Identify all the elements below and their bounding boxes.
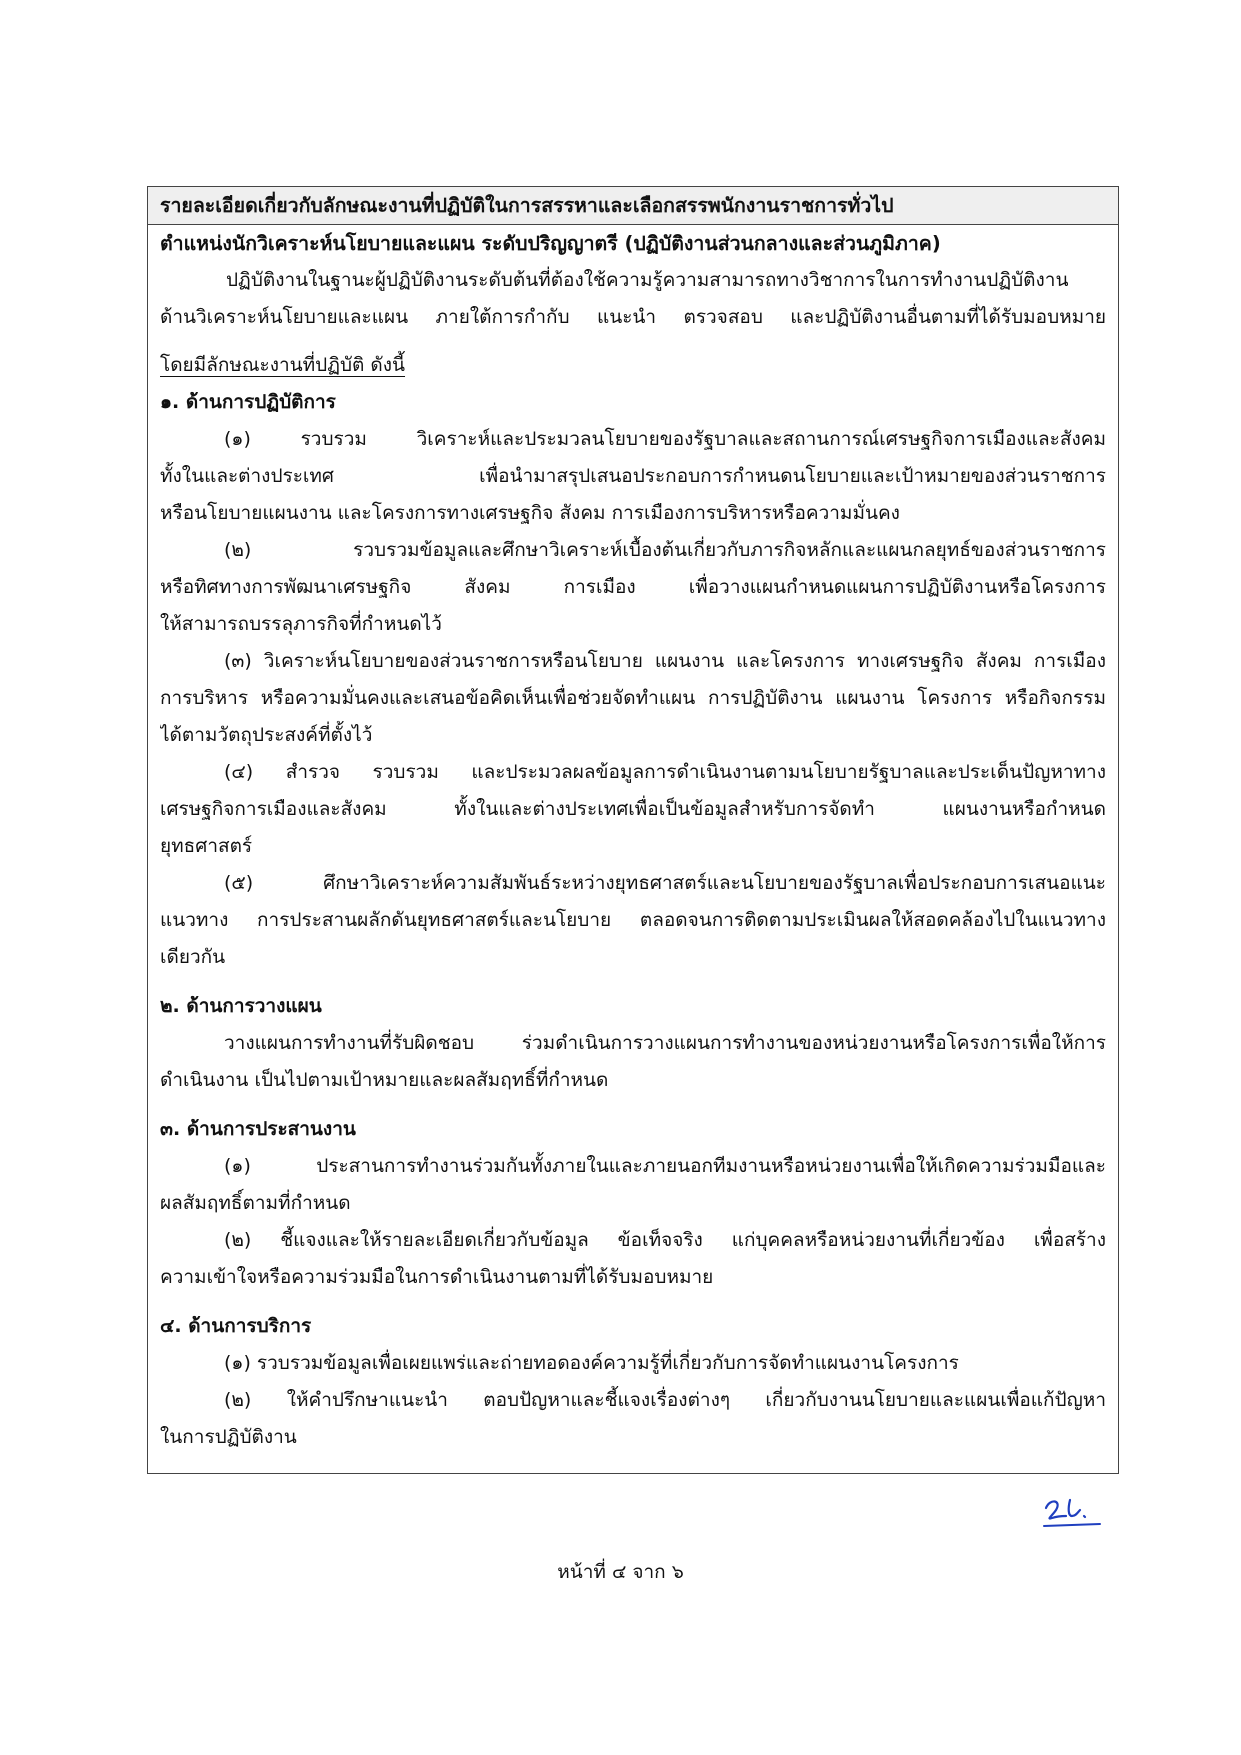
list-item-line: ดำเนินงาน เป็นไปตามเป้าหมายและผลสัมฤทธิ์ที่กำหนด — [160, 1069, 609, 1091]
list-item-line: (๑) รวบรวมข้อมูลเพื่อเผยแพร่และถ่ายทอดองค์ความรู้ที่เกี่ยวกับการจัดทำแผนงานโครงการ — [224, 1352, 959, 1374]
list-item-line: ผลสัมฤทธิ์ตามที่กำหนด — [160, 1192, 351, 1214]
table-header — [148, 187, 1118, 225]
section-heading: ๒. ด้านการวางแผน — [160, 995, 322, 1017]
list-item-line: ให้สามารถบรรลุภารกิจที่กำหนดไว้ — [160, 613, 442, 635]
section-heading: ๑. ด้านการปฏิบัติการ — [160, 391, 336, 413]
list-item-line: (๔) สำรวจ รวบรวม และประมวลผลข้อมูลการดำเนินงานตามนโยบายรัฐบาลและประเด็นปัญหาทาง — [224, 761, 1106, 783]
signature-mark — [1038, 1494, 1108, 1534]
list-item-line: แนวทาง การประสานผลักดันยุทธศาสตร์และนโยบาย ตลอดจนการติดตามประเมินผลให้สอดคล้องไปในแนวทาง — [160, 909, 1106, 931]
list-item-line: (๑) ประสานการทำงานร่วมกันทั้งภายในและภายนอกทีมงานหรือหน่วยงานเพื่อให้เกิดความร่วมมือและ — [224, 1155, 1106, 1177]
list-item-line: (๒) ชี้แจงและให้รายละเอียดเกี่ยวกับข้อมูล ข้อเท็จจริง แก่บุคคลหรือหน่วยงานที่เกี่ยวข้อง เพื่อสร้าง — [224, 1229, 1106, 1251]
duties-heading — [160, 347, 1106, 384]
list-item-line: ในการปฏิบัติงาน — [160, 1426, 297, 1448]
list-item-line: (๒) รวบรวมข้อมูลและศึกษาวิเคราะห์เบื้องต้นเกี่ยวกับภารกิจหลักและแผนกลยุทธ์ของส่วนราชการ — [224, 539, 1106, 561]
list-item-line: หรือทิศทางการพัฒนาเศรษฐกิจ สังคม การเมือง เพื่อวางแผนกำหนดแผนการปฏิบัติงานหรือโครงการ — [160, 576, 1106, 598]
list-item-line: ได้ตามวัตถุประสงค์ที่ตั้งไว้ — [160, 724, 373, 746]
page-number: หน้าที่ ๔ จาก ๖ — [557, 1561, 684, 1583]
list-item-line: ทั้งในและต่างประเทศ เพื่อนำมาสรุปเสนอประกอบการกำหนดนโยบายและเป้าหมายของส่วนราชการ — [160, 465, 1106, 487]
list-item-line: (๕) ศึกษาวิเคราะห์ความสัมพันธ์ระหว่างยุทธศาสตร์และนโยบายของรัฐบาลเพื่อประกอบการเสนอแนะ — [224, 872, 1106, 894]
header-title: รายละเอียดเกี่ยวกับลักษณะงานที่ปฏิบัติในการสรรหาและเลือกสรรพนักงานราชการทั่วไป — [160, 194, 894, 217]
list-item-line: (๓) วิเคราะห์นโยบายของส่วนราชการหรือนโยบาย แผนงาน และโครงการ ทางเศรษฐกิจ สังคม การเมือง — [224, 650, 1106, 672]
list-item-line: เดียวกัน — [160, 946, 226, 968]
intro-line: ด้านวิเคราะห์นโยบายและแผน ภายใต้การกำกับ แนะนำ ตรวจสอบ และปฏิบัติงานอื่นตามที่ได้รับมอบหมาย — [160, 306, 1106, 328]
intro-line: ปฏิบัติงานในฐานะผู้ปฏิบัติงานระดับต้นที่ต้องใช้ความรู้ความสามารถทางวิชาการในการทำงานปฏิบัติงาน — [226, 269, 1069, 291]
document-table — [147, 186, 1119, 1474]
document-body — [148, 225, 1118, 1456]
list-item-line: (๒) ให้คำปรึกษาแนะนำ ตอบปัญหาและชี้แจงเรื่องต่างๆ เกี่ยวกับงานนโยบายและแผนเพื่อแก้ปัญหา — [224, 1389, 1106, 1411]
list-item-line: (๑) รวบรวม วิเคราะห์และประมวลนโยบายของรัฐบาลและสถานการณ์เศรษฐกิจการเมืองและสังคม — [224, 428, 1106, 450]
section-heading: ๔. ด้านการบริการ — [160, 1315, 312, 1337]
list-item-line: การบริหาร หรือความมั่นคงและเสนอข้อคิดเห็นเพื่อช่วยจัดทำแผน การปฏิบัติงาน แผนงาน โครงการ หรือกิจกรรม — [160, 687, 1106, 709]
list-item-line: วางแผนการทำงานที่รับผิดชอบ ร่วมดำเนินการวางแผนการทำงานของหน่วยงานหรือโครงการเพื่อให้การ — [224, 1032, 1106, 1054]
list-item-line: หรือนโยบายแผนงาน และโครงการทางเศรษฐกิจ สังคม การเมืองการบริหารหรือความมั่นคง — [160, 502, 900, 524]
duties-heading-text: โดยมีลักษณะงานที่ปฏิบัติ ดังนี้ — [160, 354, 406, 376]
list-item-line: เศรษฐกิจการเมืองและสังคม ทั้งในและต่างประเทศเพื่อเป็นข้อมูลสำหรับการจัดทำ แผนงานหรือกำหนด — [160, 798, 1106, 820]
list-item-line: ความเข้าใจหรือความร่วมมือในการดำเนินงานตามที่ได้รับมอบหมาย — [160, 1266, 714, 1288]
list-item-line: ยุทธศาสตร์ — [160, 835, 253, 857]
section-heading: ๓. ด้านการประสานงาน — [160, 1118, 356, 1140]
position-title: ตำแหน่งนักวิเคราะห์นโยบายและแผน ระดับปริญญาตรี (ปฏิบัติงานส่วนกลางและส่วนภูมิภาค) — [160, 232, 941, 255]
